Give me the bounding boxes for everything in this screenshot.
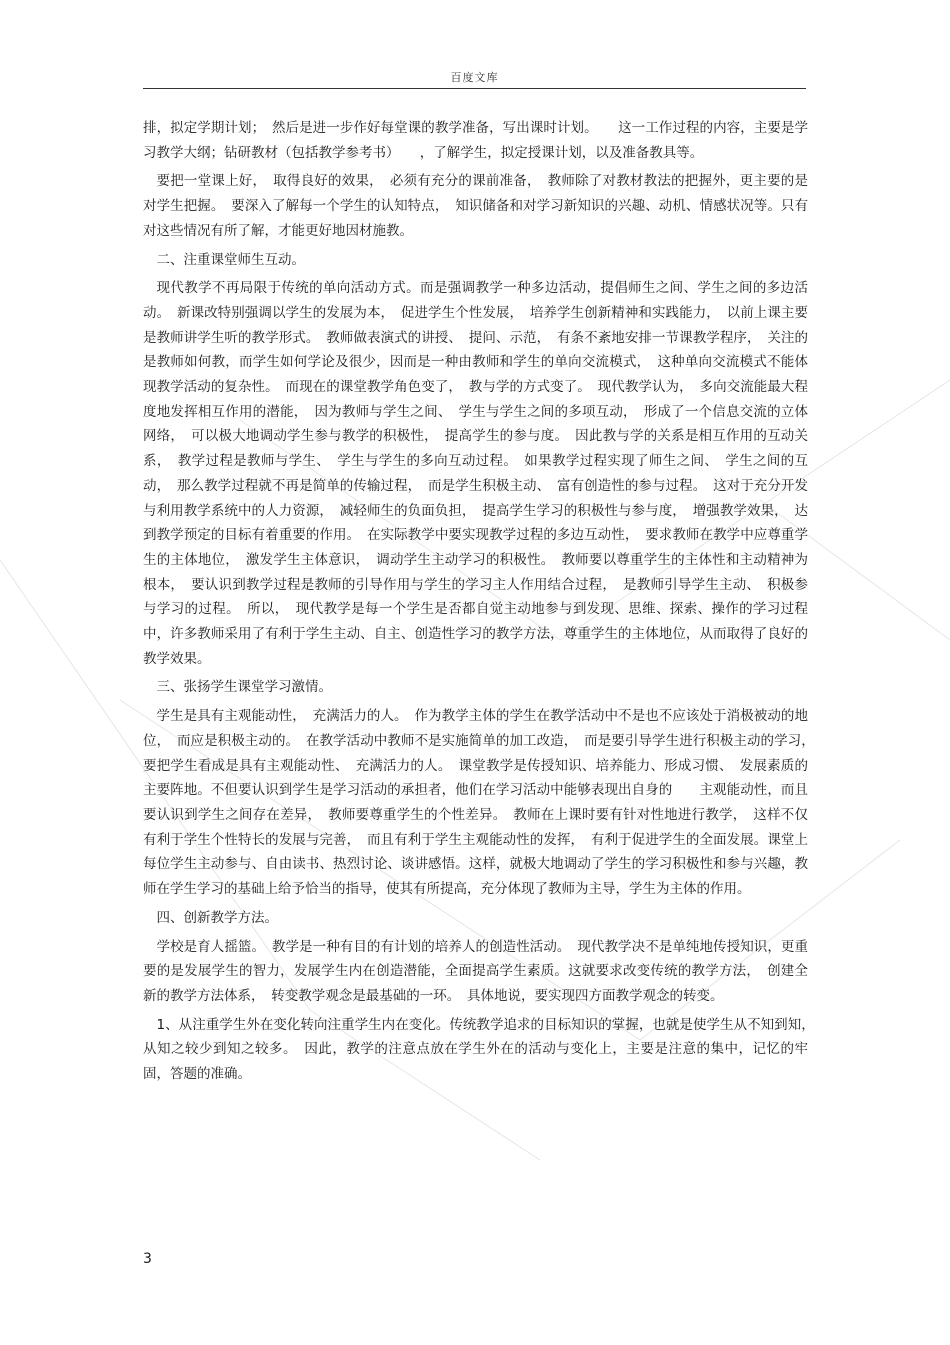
page-header <box>143 66 806 89</box>
body-paragraph: 学校是育人摇篮。 教学是一种有目的有计划的培养人的创造性活动。 现代教学决不是单纯地传授知识，更重要的是发展学生的智力，发展学生内在创造潜能，全面提高学生素质。这就要求改变传统的教学方法， 创建全新的教学方法体系， 转变教学观念是最基础的一环。 具体地说，要实现四方面教学观念的转变。 <box>143 938 808 1004</box>
document-body <box>143 116 822 1091</box>
section-heading: 四、创新教学方法。 <box>156 909 278 926</box>
header-title: 百度文库 <box>450 71 499 84</box>
page-number: 3 <box>143 1251 152 1267</box>
section-heading: 三、张扬学生课堂学习激情。 <box>156 679 332 696</box>
body-paragraph: 现代教学不再局限于传统的单向活动方式。而是强调教学一种多边活动，提倡师生之间、学生之间的多边活动。 新课改特别强调以学生的发展为本， 促进学生个性发展， 培养学生创新精神和实践能力， 以前上课主要是教师讲学生听的教学形式。 教师做表演式的讲授、 提问、示范， 有条不紊地安排一节课教学程序， 关注的是教师如何教，而学生如何学论及很少，因而是一种由教师和学生的单向交流模式， 这种单向交流模式不能体现教学活动的复杂性。 而现在的课堂教学角色变了， 教与学的方式变了。 现代教学认为， 多向交流能最大程度地发挥相互作用的潜能， 因为教师与学生之间、 学生与学生之间的多项互动， 形成了一个信息交流的立体网络， 可以极大地调动学生参与教学的积极性， 提高学生的参与度。 因此教与学的关系是相互作用的互动关系， 教学过程是教师与学生、 学生与学生的多向互动过程。 如果教学过程实现了师生之间、 学生之间的互动， 那么教学过程就不再是简单的传输过程， 而是学生积极主动、 富有创造性的参与过程。 这对于充分开发与利用教学系统中的人力资源， 减轻师生的负面负担， 提高学生学习的积极性与参与度， 增强教学效果， 达到教学预定的目标有着重要的作用。 在实际教学中要实现教学过程的多边互动性， 要求教师在教学中应尊重学生的主体地位， 激发学生主体意识， 调动学生主动学习的积极性。 教师要以尊重学生的主体性和主动精神为根本， 要认识到教学过程是教师的引导作用与学生的学习主人作用结合过程， 是教师引导学生主动、 积极参与学习的过程。 所以， 现代教学是每一个学生是否都自觉主动地参与到发现、思维、探索、操作的学习过程中，许多教师采用了有利于学生主动、自主、创造性学习的教学方法，尊重学生的主体地位，从而取得了良好的教学效果。 <box>143 280 808 667</box>
body-paragraph: 1、从注重学生外在变化转向注重学生内在变化。传统教学追求的目标知识的掌握，也就是使学生从不知到知， 从知之较少到知之较多。 因此，教学的注意点放在学生外在的活动与变化上，主要是注意的集中，记忆的牢固，答题的准确。 <box>143 1016 822 1083</box>
body-paragraph: 学生是具有主观能动性， 充满活力的人。 作为教学主体的学生在教学活动中不是也不应该处于消极被动的地位， 而应是积极主动的。 在教学活动中教师不是实施简单的加工改造， 而是要引导学生进行积极主动的学习， 要把学生看成是具有主观能动性、 充满活力的人。 课堂教学是传授知识、培养能力、形成习惯、 发展素质的主要阵地。不但要认识到学生是学习活动的承担者，他们在学习活动中能够表现出自身的 主观能动性，而且要认识到学生之间存在差异， 教师要尊重学生的个性差异。 教师在上课时要有针对性地进行教学， 这样不仅有利于学生个性特长的发展与完善， 而且有利于学生主观能动性的发挥， 有利于促进学生的全面发展。课堂上每位学生主动参与、自由读书、热烈讨论、谈讲感悟。这样，就极大地调动了学生的学习积极性和参与兴趣，教师在学生学习的基础上给予恰当的指导，使其有所提高，充分体现了教师为主导，学生为主体的作用。 <box>143 708 822 898</box>
body-paragraph: 排，拟定学期计划； 然后是进一步作好每堂课的教学准备，写出课时计划。 这一工作过程的内容，主要是学习教学大纲；钻研教材（包括教学参考书） ，了解学生，拟定授课计划，以及准备教具等。 <box>143 120 808 161</box>
body-paragraph: 要把一堂课上好， 取得良好的效果， 必须有充分的课前准备， 教师除了对教材教法的把握外，更主要的是对学生把握。 要深入了解每一个学生的认知特点， 知识储备和对学习新知识的兴趣、动机、情感状况等。只有对这些情况有所了解，才能更好地因材施教。 <box>143 173 808 239</box>
section-heading: 二、注重课堂师生互动。 <box>156 251 305 268</box>
